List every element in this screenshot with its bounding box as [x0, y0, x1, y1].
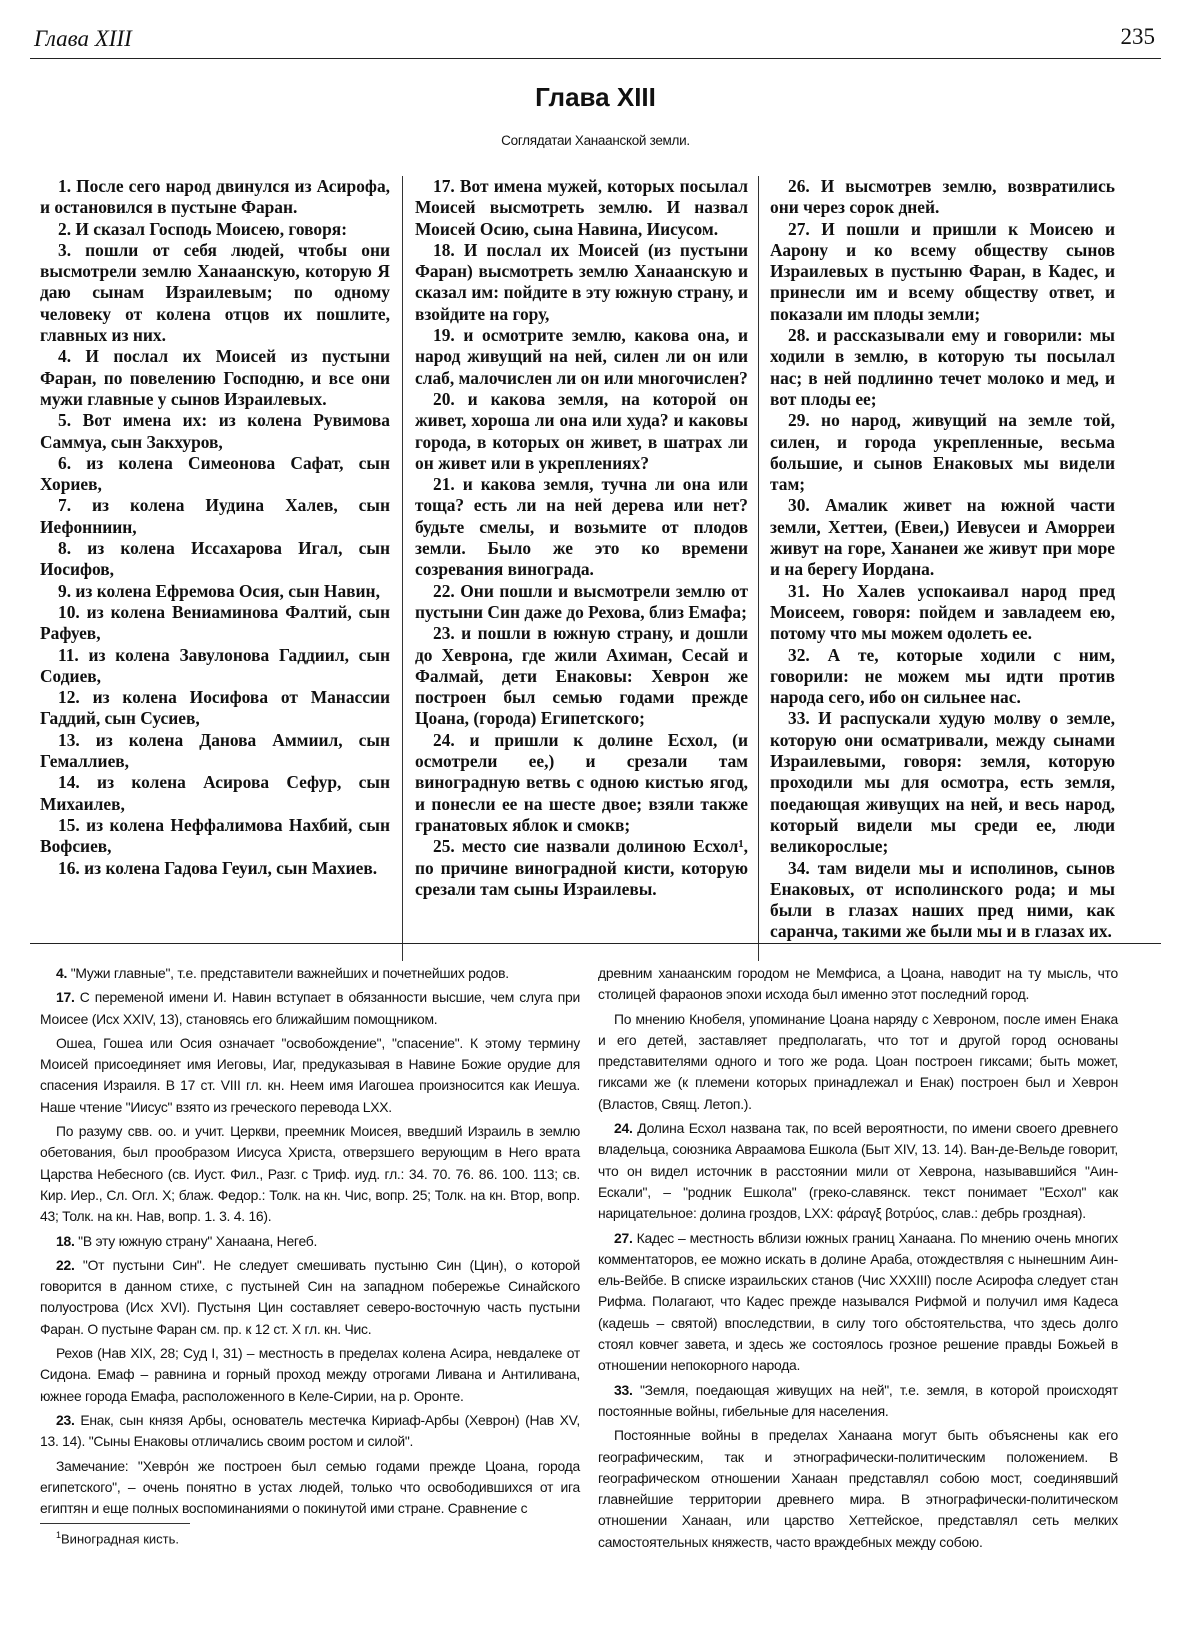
commentary-text: "В эту южную страну" Ханаана, Негеб.	[74, 1232, 318, 1249]
verse-column-3	[770, 176, 1115, 966]
commentary-verse-ref: 17.	[56, 989, 75, 1006]
verse-paragraph: 3. пошли от себя людей, чтобы они высмотрели землю Ханаанскую, которую Я даю сынам Израилевым; по одному человеку от колена отцов их пошлите, главных из них.	[40, 239, 390, 346]
commentary-paragraph	[40, 987, 580, 1030]
verse-paragraph: 21. и какова земля, тучна ли она или тоща? есть ли на ней дерева или нет? будьте смелы, и возьмите от плодов земли. Было же это ко времени созревания винограда.	[415, 474, 748, 580]
verse-paragraph: 9. из колена Ефремова Осия, сын Навин,	[58, 580, 380, 601]
commentary-text: Рехов (Нав XIX, 28; Суд I, 31) – местность в пределах колена Асира, невдалеке от Сидона. Емаф – равнина и горный проход между отрогами Ливана и Антиливана, южнее города Емафа, расположенного в Келе-Сирии, на р. Оронте.	[40, 1345, 580, 1404]
verse-paragraph: 13. из колена Данова Аммиил, сын Гемаллиев,	[40, 729, 390, 772]
verse-paragraph: 29. но народ, живущий на земле той, силен, и города укрепленные, весьма большие, и сынов Енаковых мы видели там;	[770, 410, 1115, 495]
commentary-verse-ref: 18.	[56, 1232, 75, 1249]
commentary-paragraph	[40, 1255, 580, 1340]
verse-paragraph: 12. из колена Иосифова от Манассии Гаддий, сын Сусиев,	[40, 687, 390, 729]
running-header	[30, 24, 1161, 59]
commentary-paragraph	[40, 1033, 580, 1118]
verse-paragraph: 7. из колена Иудина Халев, сын Иефонниин,	[40, 495, 390, 537]
commentary-verse-ref: 24.	[614, 1120, 633, 1137]
chapter-title: Глава XIII	[535, 82, 656, 112]
verse-paragraph: 33. И распускали худую молву о земле, которую они осматривали, между сынами Израилевыми, говоря: земля, которую проходили мы для осмотра, есть земля, поедающая живущих на ней, и весь народ, который видели мы среди ее, люди великорослые;	[770, 708, 1115, 857]
commentary-text: древним ханаанским городом не Мемфиса, а Цоана, наводит на ту мысль, что столицей фараонов эпохи исхода был именно этот последний город.	[598, 965, 1118, 1003]
verse-paragraph: 11. из колена Завулонова Гаддиил, сын Содиев,	[40, 644, 390, 686]
verse-paragraph: 22. Они пошли и высмотрели землю от пустыни Син даже до Рехова, близ Емафа;	[415, 580, 748, 622]
verse-paragraph: 18. И послал их Моисей (из пустыни Фаран) высмотреть землю Ханаанскую и сказал им: пойдите в эту южную страну, и взойдите на гору,	[415, 239, 748, 324]
commentary-paragraph	[598, 1118, 1118, 1224]
commentary-paragraph	[40, 1456, 580, 1520]
footnote-text: Виноградная кисть.	[61, 1531, 179, 1547]
commentary-text: Ошеа, Гошеа или Осия означает "освобождение", "спасение". К этому термину Моисей присоединяет имя Иеговы, Иаг, предуказывая в Навине Божие орудие для спасения Израиля. В 17 ст. VIII гл. кн. Неем имя Иагошеа произносится как Иешуа. Наше чтение "Иисус" взято из греческого перевода LXX.	[40, 1034, 580, 1115]
verse-paragraph: 32. А те, которые ходили с ним, говорили: не можем мы идти против народа сего, ибо он сильнее нас.	[770, 644, 1115, 708]
commentary-text: Кадес – местность вблизи южных границ Ханаана. По мнению очень многих комментаторов, ее можно искать в долине Араба, отождествляя с нынешним Аин-ель-Вейбе. В списке израильских станов (Чис XXXIII) после Асирофа следует стан Рифма. Полагают, что Кадес прежде назывался Рифмой и получил имя Кадеса (кадешь – святой) впоследствии, в силу того обстоятельства, что здесь долго стоял ковчег завета, и здесь же состоялось грозное решение правды Божьей в отношении непокорного народа.	[598, 1229, 1118, 1374]
commentary-column-right	[598, 963, 1118, 1550]
verse-paragraph: 1. После сего народ двинулся из Асирофа, и остановился в пустыне Фаран.	[40, 176, 390, 218]
verse-paragraph: 34. там видели мы и исполинов, сынов Енаковых, от исполинского рода; и мы были в глазах наших пред ними, как саранча, такими же были мы и в глазах их.	[770, 857, 1115, 942]
verse-paragraph: 15. из колена Неффалимова Нахбий, сын Вофсиев,	[40, 814, 390, 857]
verse-column-2	[415, 176, 748, 966]
column-divider	[402, 176, 403, 961]
commentary-text: По мнению Кнобеля, упоминание Цоана наряду с Хевроном, после имен Енака и его детей, заставляет предполагать, что тот и другой город основаны представителями одного и того же рода. Цоан построен гиксами; быть может, гиксами же (к племени которых принадлежал и Енак) построен был и Хеврон (Властов, Свящ. Летоп.).	[598, 1010, 1118, 1112]
verse-paragraph: 23. и пошли в южную страну, и дошли до Хеврона, где жили Ахиман, Сесай и Фалмай, дети Енаковы: Хеврон же построен был семью годами прежде Цоана, (города) Египетского;	[415, 623, 748, 729]
verse-paragraph: 10. из колена Вениаминова Фалтий, сын Рафуев,	[40, 601, 390, 644]
verse-paragraph: 20. и какова земля, на которой он живет, хороша ли она или худа? и каковы города, в которых он живет, в шатрах ли он живет или в укреплениях?	[415, 388, 748, 473]
commentary-paragraph	[40, 1231, 580, 1252]
verse-paragraph: 6. из колена Симеонова Сафат, сын Хориев,	[40, 452, 390, 495]
verse-paragraph: 27. И пошли и пришли к Моисею и Аарону и ко всему обществу сынов Израилевых в пустыню Фаран, в Кадес, и принесли им и всему обществу ответ, и показали им плоды земли;	[770, 218, 1115, 324]
verse-paragraph: 16. из колена Гадова Геуил, сын Махиев.	[58, 857, 378, 878]
column-divider	[758, 176, 759, 961]
commentary-paragraph	[598, 1380, 1118, 1423]
verse-paragraph: 26. И высмотрев землю, возвратились они через сорок дней.	[770, 176, 1115, 218]
commentary-text: "От пустыни Син". Не следует смешивать пустыню Син (Цин), о которой говорится в данном стихе, с пустыней Син на западном побережье Синайского полуострова (Исх XVI). Пустыня Цин составляет северо-восточную часть пустыни Фаран. О пустыне Фаран см. пр. к 12 ст. X гл. кн. Чис.	[40, 1256, 580, 1337]
commentary-paragraph	[40, 1121, 580, 1227]
commentary-paragraph	[598, 1425, 1118, 1553]
footnote-divider	[40, 1523, 190, 1524]
commentary-paragraph	[598, 1228, 1118, 1377]
verse-paragraph: 24. и пришли к долине Есхол, (и осмотрели ее,) и срезали там виноградную ветвь с одною кистью ягод, и понесли ее на шесте двое; взяли также гранатовых яблок и смокв;	[415, 729, 748, 835]
commentary-text: Постоянные войны в пределах Ханаана могут быть объяснены как его географическим, так и этнографически-политическим положением. В географическом отношении Ханаан представлял собою мост, соединявший главнейшие территории древнего мира. В этнографически-политическом отношении Ханаан, или царство Хеттейское, представлял сеть мелких самостоятельных княжеств, часто враждебных между собою.	[598, 1427, 1118, 1550]
verse-paragraph: 28. и рассказывали ему и говорили: мы ходили в землю, в которую ты посылал нас; в ней подлинно течет молоко и мед, и вот плоды ее;	[770, 325, 1115, 409]
chapter-subtitle: Соглядатаи Ханаанской земли.	[501, 133, 690, 148]
commentary-paragraph	[40, 1410, 580, 1453]
verse-paragraph: 31. Но Халев успокаивал народ пред Моисеем, говоря: пойдем и завладеем ею, потому что мы можем одолеть ее.	[770, 580, 1115, 644]
commentary-text: Долина Есхол названа так, по всей вероятности, по имени своего древнего владельца, союзника Авраамова Ешкола (Быт XIV, 13. 14). Ван-де-Вельде говорит, что он видел источник в расстоянии мили от Хеврона, называвшийся "Аин-Ескали", – "родник Ешкола" (греко-славянск. текст понимает "Есхол" как нарицательное: долина гроздов, LXX: φάραγξ βοτρύος, слав.: дебрь гроздная).	[598, 1120, 1118, 1222]
verse-paragraph: 14. из колена Асирова Сефур, сын Михаилев,	[40, 772, 390, 814]
footnote-mark: 1	[56, 1530, 62, 1540]
commentary-text: Енак, сын князя Арбы, основатель местечка Кириаф-Арбы (Хеврон) (Нав XV, 13. 14). "Сыны Енаковы отличались своим ростом и силой".	[40, 1411, 580, 1450]
verse-paragraph: 8. из колена Иссахарова Игал, сын Иосифов,	[40, 538, 390, 580]
verse-column-1	[40, 176, 390, 966]
commentary-paragraph	[598, 1009, 1118, 1115]
commentary-text: По разуму свв. оо. и учит. Церкви, преемник Моисея, введший Израиль в землю обетования, был прообразом Иисуса Христа, отверзшего верующим в Него врата Царства Небесного (св. Иуст. Фил., Разг. с Триф. иуд. гл.: 34. 70. 76. 86. 100. 113; св. Кир. Иер., Сл. Огл. X; блаж. Федор.: Толк. на кн. Чис, вопр. 25; Толк. на кн. Втор, вопр. 43; Толк. на кн. Нав, вопр. 1. 3. 4. 16).	[40, 1123, 580, 1225]
verse-paragraph: 5. Вот имена их: из колена Рувимова Саммуа, сын Закхуров,	[40, 410, 390, 452]
verse-paragraph: 4. И послал их Моисей из пустыни Фаран, по повелению Господню, и все они мужи главные у сынов Израилевых.	[40, 346, 390, 409]
verse-paragraph: 19. и осмотрите землю, какова она, и народ живущий на ней, силен ли он или слаб, малочислен ли он или многочислен?	[415, 325, 748, 388]
commentary-verse-ref: 22.	[56, 1256, 75, 1273]
commentary-column-left	[40, 963, 580, 1518]
commentary-text: Замечание: "Хеврóн же построен был семью годами прежде Цоана, города египетского", – очень понятно в устах людей, только что освободившихся от ига египтян и еще полных воспоминаниями о покинутой ими стране. Сравнение с	[40, 1457, 580, 1517]
commentary-paragraph	[598, 963, 1118, 1006]
commentary-divider	[30, 943, 1161, 944]
commentary-text: "Земля, поедающая живущих на ней", т.е. земля, в которой происходят постоянные войны, гибельные для населения.	[598, 1381, 1118, 1419]
footnote	[56, 1530, 179, 1546]
verse-paragraph: 30. Амалик живет на южной части земли, Хеттеи, (Евеи,) Иевусеи и Аморреи живут на горе, Хананеи же живут при море и на берегу Иордана.	[770, 495, 1115, 580]
commentary-verse-ref: 27.	[614, 1229, 633, 1246]
commentary-verse-ref: 33.	[614, 1381, 633, 1398]
commentary-paragraph	[40, 963, 580, 984]
commentary-text: С переменой имени И. Навин вступает в обязанности высшие, чем слуга при Моисее (Исх XXIV, 13), становясь его ближайшим помощником.	[40, 989, 580, 1027]
commentary-verse-ref: 23.	[56, 1411, 75, 1428]
page-number: 235	[1120, 24, 1155, 49]
verse-paragraph: 25. место сие назвали долиною Есхол¹, по причине виноградной кисти, которую срезали там сыны Израилевы.	[415, 836, 748, 899]
commentary-text: "Мужи главные", т.е. представители важнейших и почетнейших родов.	[67, 965, 509, 981]
commentary-verse-ref: 4.	[56, 965, 68, 981]
running-title: Глава XIII	[34, 26, 132, 51]
verse-paragraph: 2. И сказал Господь Моисею, говоря:	[58, 218, 347, 239]
verse-paragraph: 17. Вот имена мужей, которых посылал Моисей высмотреть землю. И назвал Моисей Осию, сына Навина, Иисусом.	[415, 176, 748, 239]
commentary-paragraph	[40, 1343, 580, 1407]
